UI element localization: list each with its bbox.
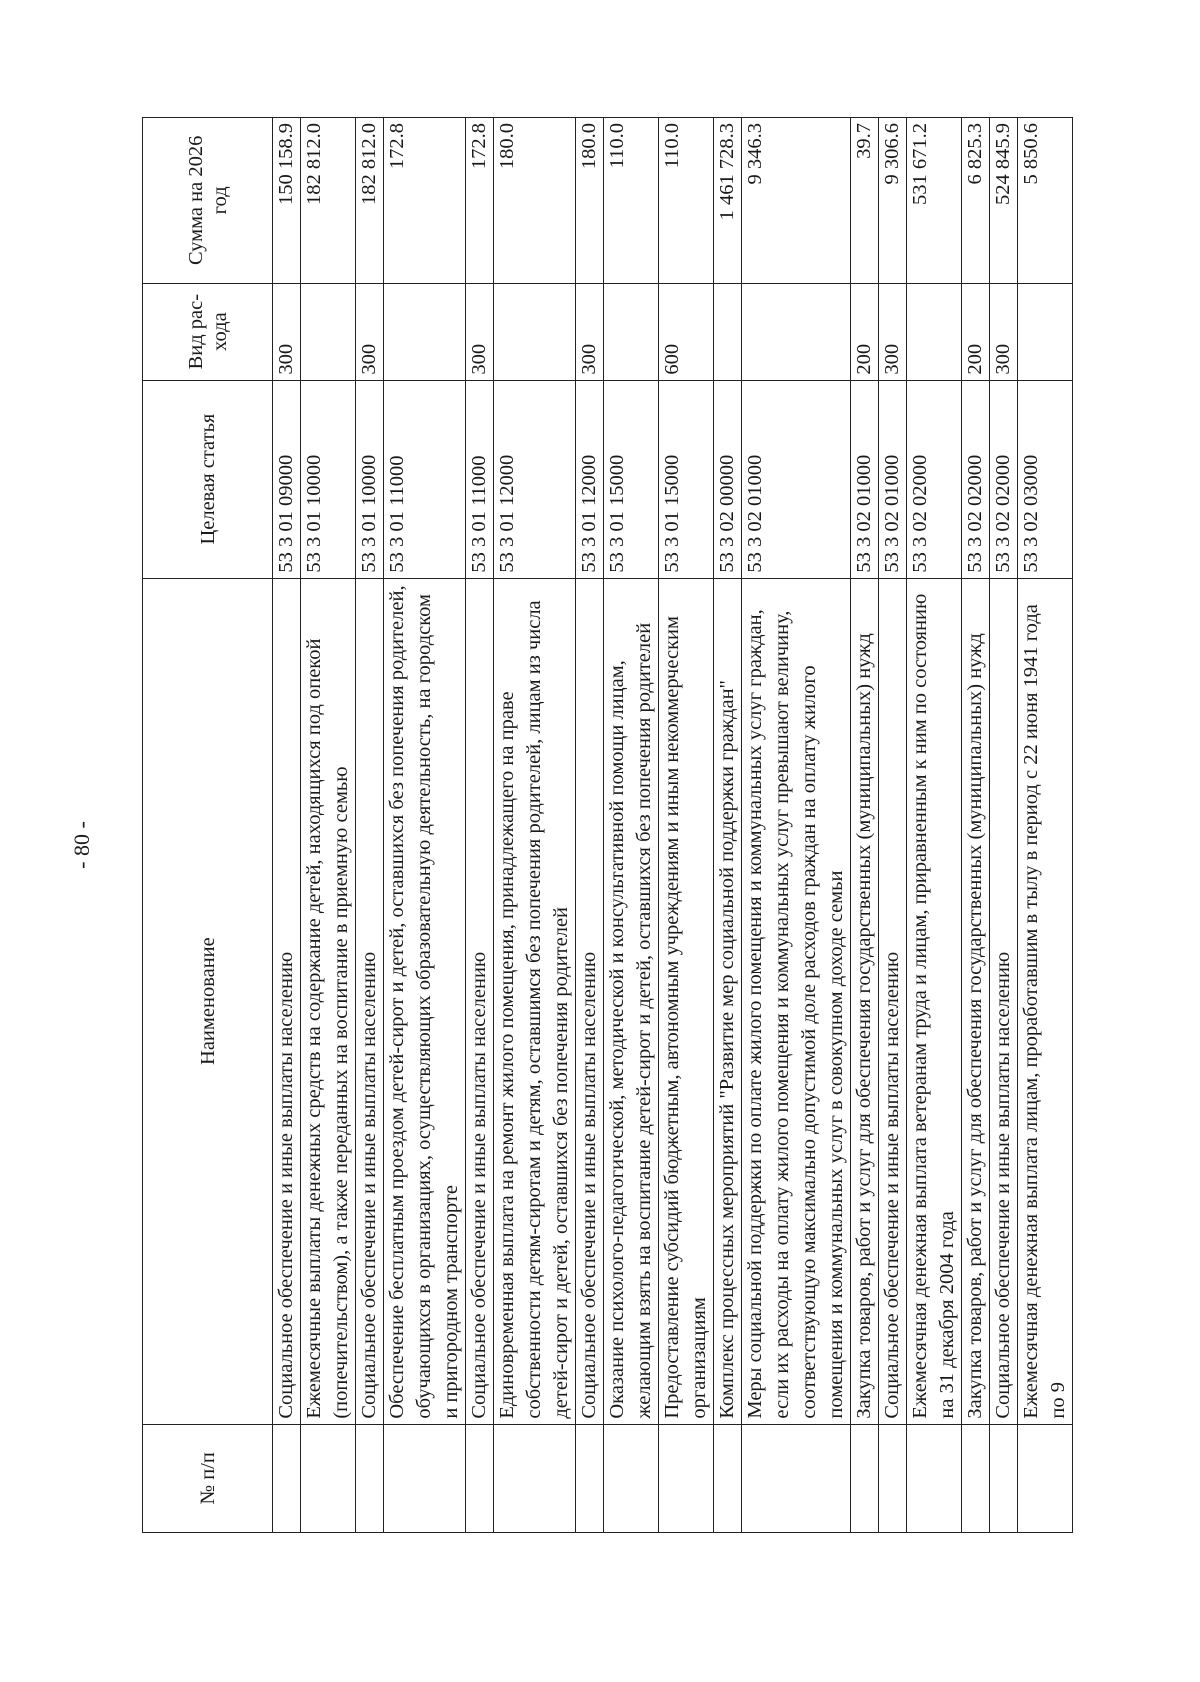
row-target-article-cell: 53 3 01 09000 xyxy=(273,380,301,578)
row-target-article-cell: 53 3 02 02000 xyxy=(907,380,962,578)
row-number-cell xyxy=(604,1424,659,1532)
row-expense-type-cell: 300 xyxy=(466,283,494,380)
row-target-article-cell: 53 3 02 03000 xyxy=(1018,380,1073,578)
row-target-article-cell: 53 3 02 01000 xyxy=(879,380,907,578)
row-number-cell xyxy=(907,1424,962,1532)
row-sum-cell: 180.0 xyxy=(576,118,604,284)
table-row xyxy=(273,118,301,1533)
header-number: № п/п xyxy=(143,1424,273,1532)
table-row xyxy=(990,118,1018,1533)
row-name-cell: Предоставление субсидий бюджетным, автономным учреждениям и иным некоммерческим организациям xyxy=(659,578,714,1424)
row-target-article-cell: 53 3 01 12000 xyxy=(494,380,576,578)
row-sum-cell: 172.8 xyxy=(384,118,466,284)
row-expense-type-cell: 200 xyxy=(962,283,990,380)
row-number-cell xyxy=(576,1424,604,1532)
table-row xyxy=(1018,118,1073,1533)
row-name-cell: Социальное обеспечение и иные выплаты населению xyxy=(273,578,301,1424)
row-number-cell xyxy=(714,1424,742,1532)
row-number-cell xyxy=(1018,1424,1073,1532)
header-sum-2026: Сумма на 2026 год xyxy=(143,118,273,284)
row-name-cell: Ежемесячная денежная выплата лицам, проработавшим в тылу в период с 22 июня 1941 года по 9 xyxy=(1018,578,1073,1424)
row-sum-cell: 39.7 xyxy=(851,118,879,284)
table-row xyxy=(907,118,962,1533)
row-expense-type-cell: 200 xyxy=(851,283,879,380)
row-name-cell: Оказание психолого-педагогической, методической и консультативной помощи лицам, желающим взять на воспитание детей-сирот и детей, оставшихся без попечения родителей xyxy=(604,578,659,1424)
page-number: - 80 - xyxy=(69,821,94,869)
row-number-cell xyxy=(879,1424,907,1532)
header-name: Наименование xyxy=(143,578,273,1424)
row-expense-type-cell xyxy=(494,283,576,380)
table-row xyxy=(466,118,494,1533)
table-header-row xyxy=(143,118,273,1533)
row-expense-type-cell xyxy=(714,283,742,380)
row-sum-cell: 1 461 728.3 xyxy=(714,118,742,284)
row-name-cell: Обеспечение бесплатным проездом детей-сирот и детей, оставшихся без попечения родителей, обучающихся в организациях, осуществляющих образовательную деятельность, на городском и пригородном транспорте xyxy=(384,578,466,1424)
row-expense-type-cell: 300 xyxy=(990,283,1018,380)
row-name-cell: Социальное обеспечение и иные выплаты населению xyxy=(990,578,1018,1424)
row-expense-type-cell: 300 xyxy=(273,283,301,380)
table-row xyxy=(576,118,604,1533)
row-target-article-cell: 53 3 01 10000 xyxy=(356,380,384,578)
row-sum-cell: 110.0 xyxy=(659,118,714,284)
row-sum-cell: 531 671.2 xyxy=(907,118,962,284)
header-expense-type: Вид рас- хода xyxy=(143,283,273,380)
row-target-article-cell: 53 3 02 02000 xyxy=(962,380,990,578)
row-expense-type-cell xyxy=(1018,283,1073,380)
row-name-cell: Закупка товаров, работ и услуг для обеспечения государственных (муниципальных) нужд xyxy=(851,578,879,1424)
row-expense-type-cell: 300 xyxy=(879,283,907,380)
row-name-cell: Комплекс процессных мероприятий "Развитие мер социальной поддержки граждан" xyxy=(714,578,742,1424)
row-sum-cell: 5 850.6 xyxy=(1018,118,1073,284)
row-number-cell xyxy=(990,1424,1018,1532)
budget-table xyxy=(142,117,1073,1533)
table-row xyxy=(659,118,714,1533)
row-name-cell: Социальное обеспечение и иные выплаты населению xyxy=(576,578,604,1424)
row-name-cell: Ежемесячные выплаты денежных средств на содержание детей, находящихся под опекой (попечительством), а также переданных на воспитание в приемную семью xyxy=(301,578,356,1424)
row-sum-cell: 180.0 xyxy=(494,118,576,284)
row-expense-type-cell: 300 xyxy=(576,283,604,380)
row-sum-cell: 524 845.9 xyxy=(990,118,1018,284)
row-number-cell xyxy=(962,1424,990,1532)
table-row xyxy=(851,118,879,1533)
row-target-article-cell: 53 3 01 12000 xyxy=(576,380,604,578)
row-expense-type-cell: 300 xyxy=(356,283,384,380)
row-name-cell: Социальное обеспечение и иные выплаты населению xyxy=(879,578,907,1424)
row-sum-cell: 9 346.3 xyxy=(742,118,851,284)
row-sum-cell: 110.0 xyxy=(604,118,659,284)
table-row xyxy=(356,118,384,1533)
table-row xyxy=(494,118,576,1533)
table-row xyxy=(384,118,466,1533)
table-body xyxy=(273,118,1073,1533)
row-number-cell xyxy=(851,1424,879,1532)
row-name-cell: Единовременная выплата на ремонт жилого помещения, принадлежащего на праве собственности детям-сиротам и детям, оставшимся без попечения родителей, лицам из числа детей-сирот и детей, оставшихся без попечения родителей xyxy=(494,578,576,1424)
row-expense-type-cell xyxy=(301,283,356,380)
row-expense-type-cell xyxy=(604,283,659,380)
table-row xyxy=(879,118,907,1533)
table-row xyxy=(962,118,990,1533)
row-name-cell: Закупка товаров, работ и услуг для обеспечения государственных (муниципальных) нужд xyxy=(962,578,990,1424)
header-target-article: Целевая статья xyxy=(143,380,273,578)
row-target-article-cell: 53 3 02 00000 xyxy=(714,380,742,578)
row-sum-cell: 182 812.0 xyxy=(301,118,356,284)
row-target-article-cell: 53 3 01 10000 xyxy=(301,380,356,578)
row-number-cell xyxy=(494,1424,576,1532)
row-number-cell xyxy=(273,1424,301,1532)
row-name-cell: Социальное обеспечение и иные выплаты населению xyxy=(466,578,494,1424)
table-row xyxy=(301,118,356,1533)
row-expense-type-cell: 600 xyxy=(659,283,714,380)
row-expense-type-cell xyxy=(907,283,962,380)
row-sum-cell: 150 158.9 xyxy=(273,118,301,284)
row-target-article-cell: 53 3 01 15000 xyxy=(604,380,659,578)
rotated-table-frame xyxy=(142,117,1069,1533)
row-number-cell xyxy=(466,1424,494,1532)
table-row xyxy=(604,118,659,1533)
row-number-cell xyxy=(301,1424,356,1532)
row-name-cell: Меры социальной поддержки по оплате жилого помещения и коммунальных услуг граждан, если их расходы на оплату жилого помещения и коммунальных услуг превышают величину, соответствующую максимально допустимой доле расходов граждан на оплату жилого помещения и коммунальных услуг в совокупном доходе семьи xyxy=(742,578,851,1424)
row-target-article-cell: 53 3 02 01000 xyxy=(851,380,879,578)
row-expense-type-cell xyxy=(742,283,851,380)
table-row xyxy=(714,118,742,1533)
row-sum-cell: 182 812.0 xyxy=(356,118,384,284)
row-name-cell: Ежемесячная денежная выплата ветеранам труда и лицам, приравненным к ним по состоянию на 31 декабря 2004 года xyxy=(907,578,962,1424)
row-name-cell: Социальное обеспечение и иные выплаты населению xyxy=(356,578,384,1424)
row-sum-cell: 9 306.6 xyxy=(879,118,907,284)
row-sum-cell: 6 825.3 xyxy=(962,118,990,284)
row-number-cell xyxy=(742,1424,851,1532)
row-target-article-cell: 53 3 01 15000 xyxy=(659,380,714,578)
row-expense-type-cell xyxy=(384,283,466,380)
row-target-article-cell: 53 3 02 01000 xyxy=(742,380,851,578)
table-row xyxy=(742,118,851,1533)
row-target-article-cell: 53 3 02 02000 xyxy=(990,380,1018,578)
row-target-article-cell: 53 3 01 11000 xyxy=(384,380,466,578)
row-target-article-cell: 53 3 01 11000 xyxy=(466,380,494,578)
row-number-cell xyxy=(384,1424,466,1532)
row-sum-cell: 172.8 xyxy=(466,118,494,284)
row-number-cell xyxy=(659,1424,714,1532)
row-number-cell xyxy=(356,1424,384,1532)
